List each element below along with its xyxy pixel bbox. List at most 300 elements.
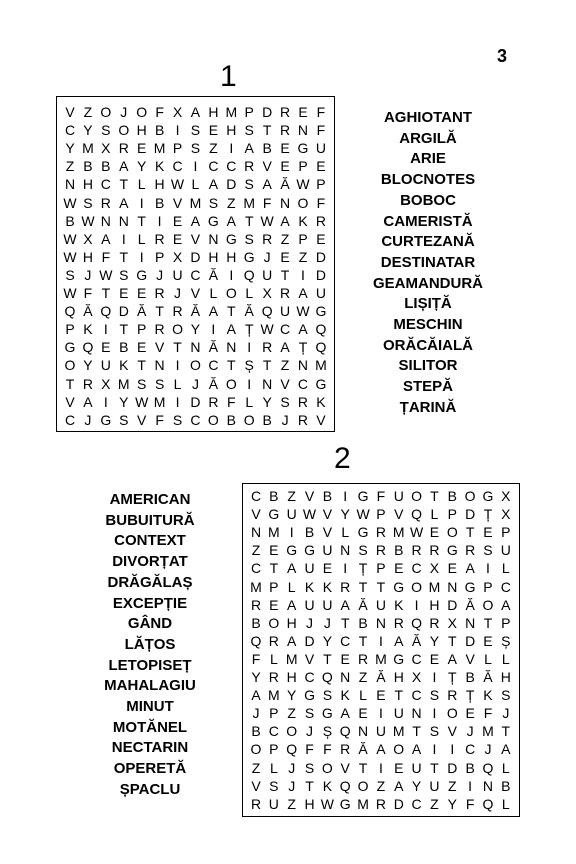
grid-cell[interactable]: A xyxy=(244,140,254,157)
grid-cell[interactable]: U xyxy=(429,777,440,794)
grid-cell[interactable]: M xyxy=(428,578,441,595)
grid-cell[interactable]: F xyxy=(465,795,475,812)
grid-cell[interactable]: B xyxy=(119,339,129,356)
grid-cell[interactable]: A xyxy=(287,596,297,613)
grid-cell[interactable]: A xyxy=(298,321,308,338)
grid-cell[interactable]: Ă xyxy=(376,669,386,685)
grid-cell[interactable]: L xyxy=(137,230,146,247)
grid-cell[interactable]: D xyxy=(465,632,476,649)
grid-cell[interactable]: X xyxy=(262,285,272,301)
grid-cell[interactable]: J xyxy=(263,248,271,265)
grid-cell[interactable]: P xyxy=(376,506,386,523)
grid-cell[interactable]: U xyxy=(500,542,511,559)
grid-cell[interactable]: J xyxy=(252,705,260,722)
grid-cell[interactable]: C xyxy=(411,795,422,812)
grid-cell[interactable]: C xyxy=(64,122,76,139)
grid-cell[interactable]: Ș xyxy=(501,632,511,649)
grid-cell[interactable]: E xyxy=(376,687,386,704)
grid-cell[interactable]: P xyxy=(154,248,165,265)
grid-cell[interactable]: I xyxy=(432,741,437,758)
grid-cell[interactable]: S xyxy=(280,393,290,410)
grid-cell[interactable]: V xyxy=(340,759,350,776)
grid-cell[interactable]: S xyxy=(190,140,201,157)
puzzle-2-grid[interactable] xyxy=(242,483,520,817)
grid-cell[interactable]: J xyxy=(288,759,296,776)
grid-cell[interactable]: E xyxy=(447,560,457,577)
grid-cell[interactable]: F xyxy=(251,650,261,667)
grid-cell[interactable]: F xyxy=(316,104,326,120)
grid-cell[interactable]: C xyxy=(411,650,422,667)
grid-cell[interactable]: F xyxy=(376,488,386,504)
grid-cell[interactable]: P xyxy=(483,578,493,595)
grid-cell[interactable]: J xyxy=(306,723,314,740)
grid-cell[interactable]: Z xyxy=(287,705,296,722)
grid-cell[interactable]: V xyxy=(190,230,201,247)
grid-cell[interactable]: Ț xyxy=(483,506,493,523)
grid-cell[interactable]: Ă xyxy=(358,741,368,758)
grid-cell[interactable]: T xyxy=(227,303,236,320)
grid-cell[interactable]: G xyxy=(315,375,327,392)
grid-cell[interactable]: K xyxy=(298,212,308,229)
grid-cell[interactable]: N xyxy=(64,176,76,193)
grid-cell[interactable]: X xyxy=(411,669,422,685)
grid-cell[interactable]: E xyxy=(137,140,147,157)
grid-cell[interactable]: L xyxy=(430,506,439,523)
grid-cell[interactable]: Y xyxy=(447,795,457,812)
grid-cell[interactable]: S xyxy=(501,687,511,704)
grid-cell[interactable]: B xyxy=(262,411,272,428)
grid-cell[interactable]: L xyxy=(501,560,510,577)
grid-cell[interactable]: Y xyxy=(83,122,93,139)
grid-cell[interactable]: I xyxy=(175,393,180,410)
grid-cell[interactable]: J xyxy=(84,266,92,283)
grid-cell[interactable]: E xyxy=(101,339,111,356)
grid-cell[interactable]: J xyxy=(156,266,164,283)
grid-cell[interactable]: I xyxy=(378,759,383,776)
grid-cell[interactable]: Z xyxy=(280,230,290,247)
grid-cell[interactable]: I xyxy=(175,122,180,139)
grid-cell[interactable]: C xyxy=(208,158,219,175)
grid-cell[interactable]: T xyxy=(323,650,332,667)
grid-cell[interactable]: O xyxy=(207,411,219,428)
grid-cell[interactable]: W xyxy=(63,230,77,247)
grid-cell[interactable]: A xyxy=(501,741,511,758)
grid-cell[interactable]: I xyxy=(103,321,108,338)
grid-cell[interactable]: Z xyxy=(251,759,261,776)
grid-cell[interactable]: J xyxy=(288,777,296,794)
grid-cell[interactable]: G xyxy=(243,248,255,265)
grid-cell[interactable]: S xyxy=(429,723,440,740)
grid-cell[interactable]: I xyxy=(139,194,144,211)
grid-cell[interactable]: Z xyxy=(358,669,368,685)
grid-cell[interactable]: R xyxy=(100,194,111,211)
grid-cell[interactable]: D xyxy=(226,176,237,193)
grid-cell[interactable]: G xyxy=(339,795,351,812)
grid-cell[interactable]: S xyxy=(65,266,75,283)
grid-cell[interactable]: O xyxy=(268,614,280,631)
grid-cell[interactable]: N xyxy=(297,357,309,374)
grid-cell[interactable]: A xyxy=(411,741,422,758)
grid-cell[interactable]: P xyxy=(269,705,279,722)
grid-cell[interactable]: Ț xyxy=(244,321,254,338)
grid-cell[interactable]: P xyxy=(244,104,254,120)
grid-cell[interactable]: Q xyxy=(261,303,273,320)
grid-cell[interactable]: C xyxy=(411,560,422,577)
grid-cell[interactable]: A xyxy=(280,339,290,356)
grid-cell[interactable]: P xyxy=(65,321,75,338)
grid-cell[interactable]: T xyxy=(280,266,290,283)
grid-cell[interactable]: E xyxy=(483,632,493,649)
grid-cell[interactable]: K xyxy=(83,321,93,338)
grid-cell[interactable]: R xyxy=(262,230,273,247)
grid-cell[interactable]: T xyxy=(269,560,279,577)
grid-cell[interactable]: R xyxy=(154,285,165,301)
grid-cell[interactable]: C xyxy=(190,266,201,283)
grid-cell[interactable]: L xyxy=(269,650,278,667)
grid-cell[interactable]: K xyxy=(322,777,333,794)
grid-cell[interactable]: Q xyxy=(411,614,423,631)
grid-cell[interactable]: C xyxy=(411,687,422,704)
grid-cell[interactable]: B xyxy=(394,542,404,559)
grid-cell[interactable]: K xyxy=(119,357,129,374)
grid-cell[interactable]: I xyxy=(450,741,455,758)
grid-cell[interactable]: H xyxy=(286,669,297,685)
grid-cell[interactable]: C xyxy=(297,375,309,392)
grid-cell[interactable]: S xyxy=(119,411,129,428)
grid-cell[interactable]: Z xyxy=(287,488,296,504)
grid-cell[interactable]: B xyxy=(226,411,236,428)
grid-cell[interactable]: M xyxy=(357,795,369,812)
grid-cell[interactable]: O xyxy=(172,321,183,338)
grid-cell[interactable]: V xyxy=(280,375,290,392)
grid-cell[interactable]: N xyxy=(465,614,476,631)
grid-cell[interactable]: X xyxy=(501,488,511,504)
grid-cell[interactable]: T xyxy=(430,759,439,776)
grid-cell[interactable]: O xyxy=(482,596,494,613)
grid-cell[interactable]: A xyxy=(287,560,297,577)
grid-cell[interactable]: R xyxy=(447,687,458,704)
grid-cell[interactable]: B xyxy=(154,122,165,139)
grid-cell[interactable]: Y xyxy=(137,158,147,175)
grid-cell[interactable]: B xyxy=(358,614,368,631)
grid-cell[interactable]: T xyxy=(448,632,457,649)
grid-cell[interactable]: Y xyxy=(83,357,93,374)
grid-cell[interactable]: T xyxy=(501,723,511,740)
grid-cell[interactable]: L xyxy=(287,578,296,595)
grid-cell[interactable]: R xyxy=(268,632,279,649)
grid-cell[interactable]: R xyxy=(172,303,183,320)
grid-cell[interactable]: N xyxy=(411,705,422,722)
grid-cell[interactable]: Ț xyxy=(358,560,368,577)
grid-cell[interactable]: V xyxy=(251,506,261,523)
grid-cell[interactable]: G xyxy=(393,650,405,667)
grid-cell[interactable]: S xyxy=(269,777,279,794)
grid-cell[interactable]: T xyxy=(173,339,182,356)
grid-cell[interactable]: P xyxy=(376,560,386,577)
grid-cell[interactable]: V xyxy=(447,723,457,740)
grid-cell[interactable]: I xyxy=(432,669,437,685)
grid-cell[interactable]: I xyxy=(193,158,198,175)
grid-cell[interactable]: M xyxy=(392,723,405,740)
grid-cell[interactable]: P xyxy=(172,140,183,157)
grid-cell[interactable]: U xyxy=(280,303,291,320)
grid-cell[interactable]: E xyxy=(119,285,129,301)
grid-cell[interactable]: A xyxy=(465,560,475,577)
grid-cell[interactable]: G xyxy=(304,687,315,704)
grid-cell[interactable]: R xyxy=(465,542,476,559)
grid-cell[interactable]: J xyxy=(484,741,492,758)
grid-cell[interactable]: S xyxy=(304,759,315,776)
grid-cell[interactable]: G xyxy=(357,488,369,504)
grid-cell[interactable]: D xyxy=(315,266,326,283)
grid-cell[interactable]: R xyxy=(375,795,386,812)
grid-cell[interactable]: Y xyxy=(251,669,261,685)
grid-cell[interactable]: R xyxy=(340,741,351,758)
grid-cell[interactable]: Q xyxy=(321,669,333,685)
grid-cell[interactable]: T xyxy=(65,375,75,392)
grid-cell[interactable]: Q xyxy=(482,759,494,776)
grid-cell[interactable]: R xyxy=(340,578,351,595)
grid-cell[interactable]: N xyxy=(190,339,201,356)
grid-cell[interactable]: C xyxy=(172,158,183,175)
grid-cell[interactable]: O xyxy=(286,723,298,740)
grid-cell[interactable]: X xyxy=(447,614,457,631)
grid-cell[interactable]: R xyxy=(268,669,279,685)
grid-cell[interactable]: O xyxy=(100,104,112,120)
grid-cell[interactable]: S xyxy=(137,375,147,392)
grid-cell[interactable]: L xyxy=(484,650,492,667)
grid-cell[interactable]: U xyxy=(393,705,404,722)
grid-cell[interactable]: T xyxy=(430,488,439,504)
grid-cell[interactable]: V xyxy=(172,194,183,211)
grid-cell[interactable]: A xyxy=(394,632,404,649)
grid-cell[interactable]: F xyxy=(323,741,332,758)
grid-cell[interactable]: S xyxy=(429,687,440,704)
grid-cell[interactable]: R xyxy=(375,524,386,541)
grid-cell[interactable]: I xyxy=(301,266,305,283)
grid-cell[interactable]: B xyxy=(154,194,165,211)
grid-cell[interactable]: V xyxy=(190,285,201,301)
grid-cell[interactable]: Z xyxy=(287,795,296,812)
grid-cell[interactable]: D xyxy=(190,393,201,410)
grid-cell[interactable]: Q xyxy=(315,339,327,356)
grid-cell[interactable]: I xyxy=(343,560,348,577)
grid-cell[interactable]: F xyxy=(483,705,493,722)
grid-cell[interactable]: Z xyxy=(83,104,93,120)
grid-cell[interactable]: R xyxy=(250,596,262,613)
grid-cell[interactable]: H xyxy=(393,669,404,685)
grid-cell[interactable]: P xyxy=(298,158,308,175)
grid-cell[interactable]: T xyxy=(227,357,236,374)
grid-cell[interactable]: R xyxy=(154,230,165,247)
grid-cell[interactable]: R xyxy=(250,795,262,812)
grid-cell[interactable]: Ă xyxy=(137,303,147,320)
grid-cell[interactable]: O xyxy=(118,122,130,139)
grid-cell[interactable]: P xyxy=(316,176,326,193)
grid-cell[interactable]: W xyxy=(260,212,274,229)
grid-cell[interactable]: Ș xyxy=(322,723,333,740)
grid-cell[interactable]: E xyxy=(280,248,290,265)
grid-cell[interactable]: E xyxy=(483,524,493,541)
grid-cell[interactable]: Ă xyxy=(465,596,475,613)
grid-cell[interactable]: A xyxy=(394,777,404,794)
grid-cell[interactable]: M xyxy=(82,140,94,157)
puzzle-1-grid[interactable] xyxy=(56,96,335,432)
grid-cell[interactable]: U xyxy=(322,596,333,613)
grid-cell[interactable]: C xyxy=(250,560,262,577)
grid-cell[interactable]: G xyxy=(268,506,280,523)
grid-cell[interactable]: O xyxy=(393,741,405,758)
grid-cell[interactable]: B xyxy=(83,158,93,175)
grid-cell[interactable]: N xyxy=(375,614,386,631)
grid-cell[interactable]: O xyxy=(411,488,423,504)
grid-cell[interactable]: U xyxy=(286,506,297,523)
grid-cell[interactable]: J xyxy=(323,614,331,631)
grid-cell[interactable]: T xyxy=(244,212,254,229)
grid-cell[interactable]: D xyxy=(304,632,315,649)
grid-cell[interactable]: Z xyxy=(280,357,290,374)
grid-cell[interactable]: T xyxy=(358,578,368,595)
grid-cell[interactable]: N xyxy=(340,542,351,559)
grid-cell[interactable]: T xyxy=(305,777,314,794)
grid-cell[interactable]: A xyxy=(262,176,272,193)
grid-cell[interactable]: A xyxy=(208,176,219,193)
grid-cell[interactable]: I xyxy=(229,266,234,283)
grid-cell[interactable]: D xyxy=(190,248,201,265)
grid-cell[interactable]: W xyxy=(320,795,334,812)
grid-cell[interactable]: M xyxy=(375,650,387,667)
grid-cell[interactable]: G xyxy=(482,488,494,504)
grid-cell[interactable]: S xyxy=(304,705,315,722)
grid-cell[interactable]: E xyxy=(137,339,147,356)
grid-cell[interactable]: R xyxy=(208,393,219,410)
grid-cell[interactable]: V xyxy=(65,104,75,120)
grid-cell[interactable]: A xyxy=(226,321,236,338)
grid-cell[interactable]: E xyxy=(340,650,350,667)
grid-cell[interactable]: L xyxy=(191,176,200,193)
grid-cell[interactable]: Ă xyxy=(208,375,219,392)
grid-cell[interactable]: Q xyxy=(339,777,351,794)
grid-cell[interactable]: Z xyxy=(430,795,439,812)
grid-cell[interactable]: A xyxy=(251,687,261,704)
grid-cell[interactable]: W xyxy=(409,524,424,541)
grid-cell[interactable]: E xyxy=(172,230,183,247)
grid-cell[interactable]: V xyxy=(322,524,333,541)
grid-cell[interactable]: K xyxy=(340,687,350,704)
grid-cell[interactable]: E xyxy=(280,158,290,175)
grid-cell[interactable]: C xyxy=(250,488,262,504)
grid-cell[interactable]: W xyxy=(135,393,149,410)
grid-cell[interactable]: T xyxy=(340,614,350,631)
grid-cell[interactable]: O xyxy=(225,375,237,392)
grid-cell[interactable]: Ă xyxy=(411,632,422,649)
grid-cell[interactable]: W xyxy=(260,321,274,338)
grid-cell[interactable]: G xyxy=(100,411,112,428)
grid-cell[interactable]: L xyxy=(173,375,182,392)
grid-cell[interactable]: H xyxy=(208,104,219,120)
grid-cell[interactable]: W xyxy=(356,506,370,523)
grid-cell[interactable]: Y xyxy=(119,393,129,410)
grid-cell[interactable]: Ă xyxy=(208,266,219,283)
grid-cell[interactable]: C xyxy=(500,578,511,595)
grid-cell[interactable]: Z xyxy=(209,140,218,157)
grid-cell[interactable]: J xyxy=(191,375,199,392)
grid-cell[interactable]: A xyxy=(340,705,350,722)
grid-cell[interactable]: R xyxy=(280,285,291,301)
grid-cell[interactable]: Y xyxy=(65,140,75,157)
grid-cell[interactable]: C xyxy=(268,723,279,740)
grid-cell[interactable]: F xyxy=(155,104,164,120)
grid-cell[interactable]: C xyxy=(465,741,476,758)
grid-cell[interactable]: M xyxy=(482,723,494,740)
grid-cell[interactable]: U xyxy=(411,759,422,776)
grid-cell[interactable]: V xyxy=(322,506,333,523)
grid-cell[interactable]: P xyxy=(269,741,279,758)
grid-cell[interactable]: A xyxy=(287,632,297,649)
grid-cell[interactable]: R xyxy=(429,614,440,631)
grid-cell[interactable]: E xyxy=(394,560,404,577)
grid-cell[interactable]: P xyxy=(298,230,308,247)
grid-cell[interactable]: U xyxy=(315,140,326,157)
grid-cell[interactable]: Z xyxy=(448,777,457,794)
grid-cell[interactable]: Ă xyxy=(358,596,368,613)
grid-cell[interactable]: I xyxy=(378,705,383,722)
grid-cell[interactable]: J xyxy=(174,285,182,301)
grid-cell[interactable]: U xyxy=(172,266,183,283)
grid-cell[interactable]: V xyxy=(465,650,475,667)
grid-cell[interactable]: N xyxy=(262,375,273,392)
grid-cell[interactable]: A xyxy=(501,596,511,613)
grid-cell[interactable]: I xyxy=(432,705,437,722)
grid-cell[interactable]: M xyxy=(117,375,130,392)
grid-cell[interactable]: Y xyxy=(287,687,297,704)
grid-cell[interactable]: I xyxy=(211,321,216,338)
grid-cell[interactable]: D xyxy=(393,795,404,812)
grid-cell[interactable]: M xyxy=(189,194,202,211)
grid-cell[interactable]: Ș xyxy=(244,357,254,374)
grid-cell[interactable]: E xyxy=(358,705,368,722)
grid-cell[interactable]: Y xyxy=(429,632,440,649)
grid-cell[interactable]: A xyxy=(119,158,129,175)
grid-cell[interactable]: Ă xyxy=(190,303,201,320)
grid-cell[interactable]: M xyxy=(268,524,280,541)
grid-cell[interactable]: S xyxy=(244,230,254,247)
grid-cell[interactable]: U xyxy=(262,266,273,283)
grid-cell[interactable]: Ă xyxy=(244,303,254,320)
grid-cell[interactable]: G xyxy=(357,524,369,541)
grid-cell[interactable]: L xyxy=(137,176,146,193)
grid-cell[interactable]: Ă xyxy=(208,339,219,356)
grid-cell[interactable]: V xyxy=(394,506,404,523)
grid-cell[interactable]: G xyxy=(321,705,333,722)
grid-cell[interactable]: O xyxy=(64,357,76,374)
grid-cell[interactable]: H xyxy=(208,248,219,265)
grid-cell[interactable]: R xyxy=(411,542,422,559)
grid-cell[interactable]: N xyxy=(447,578,458,595)
grid-cell[interactable]: A xyxy=(340,596,350,613)
grid-cell[interactable]: T xyxy=(137,357,146,374)
grid-cell[interactable]: Ț xyxy=(465,687,475,704)
grid-cell[interactable]: S xyxy=(190,122,201,139)
grid-cell[interactable]: Z xyxy=(376,777,386,794)
grid-cell[interactable]: R xyxy=(280,122,291,139)
grid-cell[interactable]: T xyxy=(155,303,164,320)
grid-cell[interactable]: O xyxy=(446,524,458,541)
grid-cell[interactable]: H xyxy=(500,669,511,685)
grid-cell[interactable]: L xyxy=(245,393,254,410)
grid-cell[interactable]: N xyxy=(226,339,237,356)
grid-cell[interactable]: Ă xyxy=(83,303,93,320)
